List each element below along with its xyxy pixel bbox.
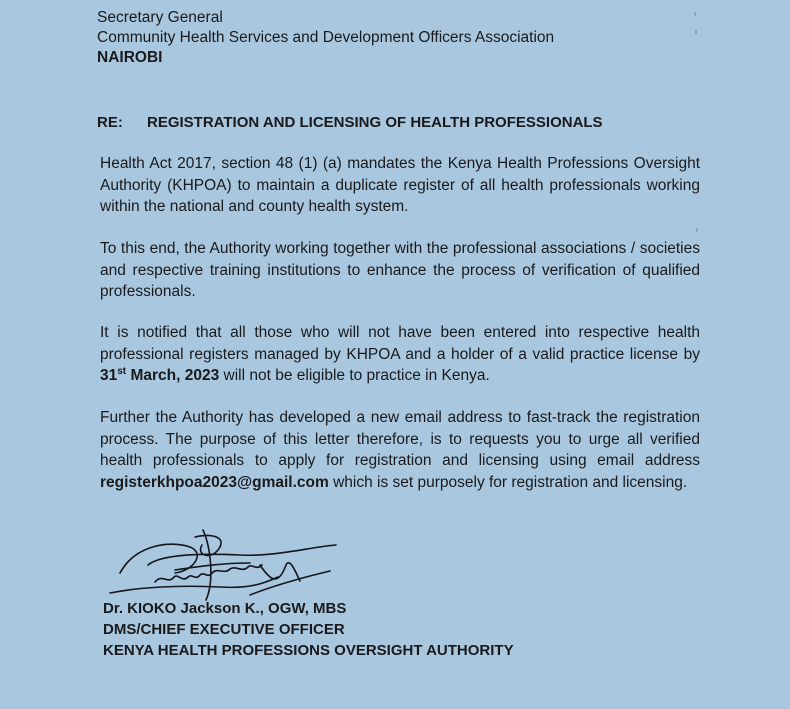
paragraph-1: Health Act 2017, section 48 (1) (a) mandates the Kenya Health Professions Oversight Authority (KHPOA) to maintain a duplicate register of all health professionals working within the national and county health system. [100,155,700,215]
recipient-title: Secretary General [97,9,223,26]
recipient-city: NAIROBI [97,49,163,66]
paragraph-4 [100,407,700,493]
subject-text: REGISTRATION AND LICENSING OF HEALTH PROFESSIONALS [147,114,603,131]
paragraph-4-text: Further the Authority has developed a new email address to fast-track the registration process. The purpose of this letter therefore, is to requests you to urge all verified health professionals to apply for registration and licensing using email address [100,409,700,469]
deadline-date [100,367,219,384]
signatory-organisation: KENYA HEALTH PROFESSIONS OVERSIGHT AUTHORITY [103,642,514,659]
signatory-position: DMS/CHIEF EXECUTIVE OFFICER [103,621,345,638]
paper-speck [694,12,696,16]
deadline-day: 31 [100,367,118,384]
paper-speck [695,30,697,34]
signatory-block [103,598,514,661]
registration-email: registerkhpoa2023@gmail.com [100,473,329,491]
subject-line [97,114,603,131]
signatory-name: Dr. KIOKO Jackson K., OGW, MBS [103,600,347,617]
paper-speck [696,228,698,232]
paragraph-2: To this end, the Authority working together with the professional associations / societies and respective training institutions to enhance the process of verification of qualified professionals. [100,240,700,300]
paragraph-3-text: It is notified that all those who will not have been entered into respective health professional registers managed by KHPOA and a holder of a valid practice license by [100,324,700,363]
paragraph-3-tail: will not be eligible to practice in Kenya. [219,367,490,384]
recipient-address [97,8,554,68]
recipient-organisation: Community Health Services and Development Officers Association [97,29,555,46]
paragraph-4-tail: which is set purposely for registration and licensing. [328,473,688,491]
deadline-ordinal: st [117,365,127,377]
deadline-month-year: March, 2023 [126,367,220,384]
paragraph-3 [100,322,700,387]
subject-label: RE: [97,114,123,131]
